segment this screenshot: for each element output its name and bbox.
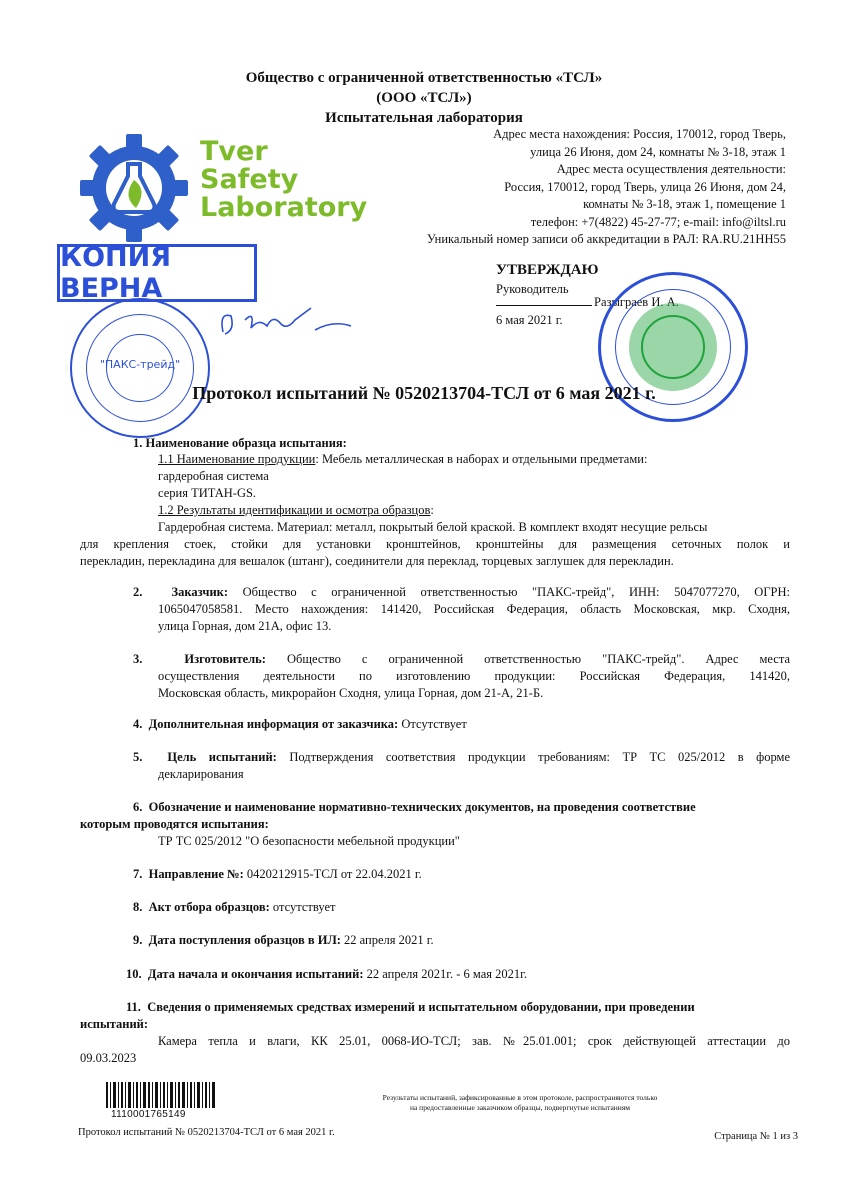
section-3-line1: [133, 651, 790, 668]
lab-title: Испытательная лаборатория: [325, 110, 523, 126]
sampling-act-value: отсутствует: [269, 900, 336, 914]
address-block: [326, 126, 786, 249]
footer-note-line: на предоставленные заказчиком образцы, подвергнутые испытаниям: [409, 1103, 631, 1112]
normative-docs-label: Обозначение и наименование нормативно-технических документов, на проведения соответствие: [148, 800, 696, 814]
approval-date: 6 мая 2021 г.: [496, 313, 563, 327]
address-line: Адрес места нахождения: Россия, 170012, город Тверь,: [493, 127, 786, 141]
manufacturer-text: Общество с ограниченной ответственностью "ПАКС-трейд". Адрес места: [265, 652, 790, 666]
section-4: [133, 716, 467, 733]
address-line: Россия, 170012, город Тверь, улица 26 Июня, дом 24,: [504, 179, 786, 194]
section-6-line2: которым проводятся испытания:: [80, 817, 269, 831]
signature-line: [496, 305, 592, 306]
section-11-value1: Камера тепла и влаги, КК 25.01, 0068-ИО-ТСЛ; зав. №25.01.001; срок действующей аттестации до: [158, 1034, 790, 1048]
section-6-line1: [133, 799, 696, 816]
footer-note-line: Результаты испытаний, зафиксированные в этом протоколе, распространяются только: [382, 1093, 658, 1102]
section-1-1: [158, 451, 790, 468]
org-short-name: (ООО «ТСЛ»): [376, 90, 472, 106]
sampling-act-label: Акт отбора образцов:: [148, 900, 270, 914]
section-number: 1.: [133, 436, 143, 450]
test-dates-value: 22 апреля 2021г. - 6 мая 2021г.: [363, 967, 527, 981]
section-8: [133, 899, 335, 916]
logo-line-3: Laboratory: [200, 192, 368, 223]
section-number: 5.: [133, 750, 143, 764]
section-number: 6.: [133, 800, 143, 814]
section-9: [133, 932, 434, 949]
section-5-line1: [133, 749, 790, 766]
customer-text: Общество с ограниченной ответственностью "ПАКС-трейд", ИНН: 5047077270, ОГРН:: [228, 585, 791, 599]
section-3-line3: Московская область, микрорайон Сходня, улица Горная, дом 21-А, 21-Б.: [158, 686, 544, 700]
footer-note: [320, 1093, 720, 1113]
manufacturer-label: Изготовитель:: [184, 652, 266, 666]
section-number: 8.: [133, 900, 143, 914]
address-line: улица 26 Июня, дом 24, комнаты № 3-18, этаж 1: [530, 144, 786, 159]
address-line: телефон: +7(4822) 45-27-77; e-mail: info@iltsl.ru: [530, 214, 786, 229]
company-round-stamp: [70, 298, 210, 438]
approval-title: УТВЕРЖДАЮ: [496, 262, 599, 278]
copy-certified-stamp: КОПИЯ ВЕРНА: [57, 244, 257, 302]
approver-name: Разыграев И. А.: [594, 295, 679, 309]
section-5-line2: декларирования: [158, 767, 244, 781]
address-line: Уникальный номер записи об аккредитации в РАЛ: RA.RU.21НН55: [426, 232, 786, 246]
section-3-line2: осуществления деятельности по изготовлению продукции: Российская Федерация, 141420,: [158, 669, 790, 683]
customer-label: Заказчик:: [171, 585, 229, 599]
section-2-line2: 1065047058581. Место нахождения: 141420, Российская Федерация, область Московская, мкр. Сходня,: [158, 602, 790, 616]
stamp-center-text: "ПАКС-трейд": [99, 358, 181, 371]
samples-received-label: Дата поступления образцов в ИЛ:: [148, 933, 341, 947]
section-number: 3.: [133, 652, 143, 666]
barcode-number: 1110001765149: [111, 1109, 186, 1120]
test-dates-label: Дата начала и окончания испытаний:: [147, 967, 364, 981]
protocol-title: Протокол испытаний № 0520213704-ТСЛ от 6 мая 2021 г.: [192, 383, 656, 403]
sub-1-1-line2: гардеробная система: [158, 469, 269, 483]
sub-1-2-colon: :: [430, 503, 434, 517]
address-line: Адрес места осуществления деятельности:: [556, 162, 786, 176]
section-number: 11.: [126, 1000, 141, 1014]
org-name: Общество с ограниченной ответственностью «ТСЛ»: [245, 70, 603, 86]
section-number: 7.: [133, 867, 143, 881]
sub-1-2-line1: Гардеробная система. Материал: металл, покрытый белой краской. В комплект входят несущие рельсы: [158, 520, 708, 534]
referral-value: 0420212915-ТСЛ от 22.04.2021 г.: [243, 867, 422, 881]
section-number: 10.: [126, 967, 142, 981]
purpose-text: Подтверждения соответствия продукции требованиям: ТР ТС 025/2012 в форме: [276, 750, 791, 764]
logo-line-1: Tver: [200, 136, 268, 167]
section-number: 2.: [133, 585, 143, 599]
section-10: [126, 966, 527, 983]
flask-gear-icon: [78, 130, 198, 245]
section-11-line1: [126, 999, 695, 1016]
section-11-line2: испытаний:: [80, 1017, 149, 1031]
sub-1-2-label: 1.2 Результаты идентификации и осмотра образцов: [158, 503, 431, 517]
section-1-heading: [133, 435, 347, 452]
sub-1-1-label: 1.1 Наименование продукции: [158, 452, 316, 466]
sub-1-2-line3: перекладин, перекладина для вешалок (штанг), соединители для переклад, торцевых заглушек для перекладин.: [80, 554, 674, 568]
purpose-label: Цель испытаний:: [167, 750, 277, 764]
section-2-line1: [133, 584, 790, 601]
section-2-line3: улица Горная, дом 21А, офис 13.: [158, 619, 332, 633]
sub-1-2-line2: для крепления стоек, стойки для установки кронштейнов, кронштейны для размещения сеточных полок и: [80, 537, 790, 551]
sub-1-1-line3: серия ТИТАН-GS.: [158, 486, 257, 500]
additional-info-label: Дополнительная информация от заказчика:: [148, 717, 399, 731]
sub-1-1-text: : Мебель металлическая в наборах и отдельными предметами:: [315, 452, 648, 466]
section-number: 4.: [133, 717, 143, 731]
samples-received-value: 22 апреля 2021 г.: [340, 933, 434, 947]
barcode: [106, 1082, 216, 1108]
section-11-value2: 09.03.2023: [80, 1051, 137, 1065]
equipment-label: Сведения о применяемых средствах измерений и испытательном оборудовании, при проведении: [147, 1000, 695, 1014]
approval-role: Руководитель: [496, 282, 569, 296]
section-1-label: Наименование образца испытания:: [145, 436, 347, 450]
section-6-value: ТР ТС 025/2012 "О безопасности мебельной продукции": [158, 834, 460, 848]
signature-scribble: [215, 300, 365, 345]
section-1-2: [158, 502, 434, 519]
section-7: [133, 866, 422, 883]
lab-logo: [78, 130, 368, 245]
referral-label: Направление №:: [148, 867, 244, 881]
additional-info-value: Отсутствует: [398, 717, 467, 731]
logo-line-2: Safety: [200, 164, 299, 195]
page-number: Страница № 1 из 3: [714, 1131, 798, 1142]
section-number: 9.: [133, 933, 143, 947]
address-line: комнаты № 3-18, этаж 1, помещение 1: [583, 197, 786, 211]
footer-protocol-ref: Протокол испытаний № 0520213704-ТСЛ от 6 мая 2021 г.: [78, 1127, 335, 1138]
